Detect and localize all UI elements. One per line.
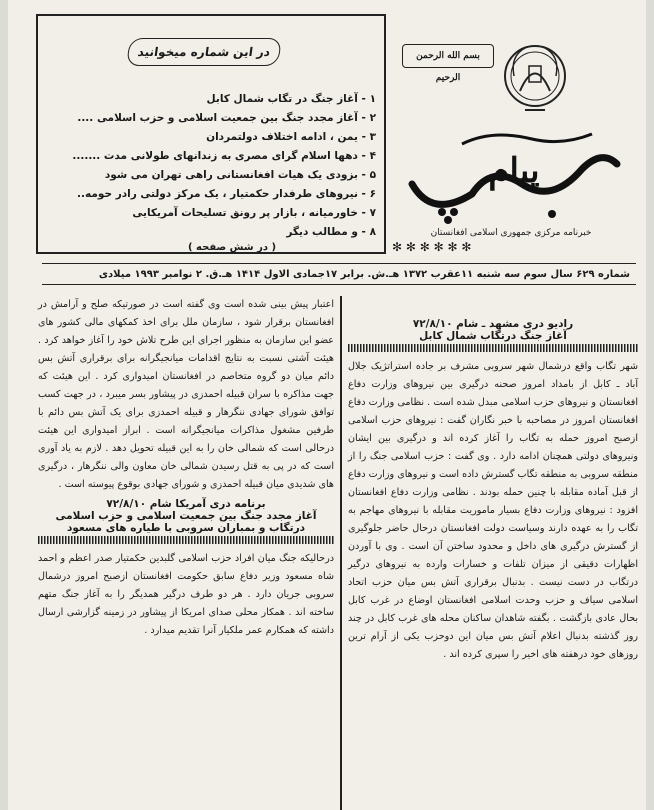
toc-title: در این شماره میخوانید — [126, 38, 282, 66]
toc-item: ۱ - آغاز جنگ در تگاب شمال کابل — [206, 93, 376, 105]
masthead-title: پیام — [488, 151, 540, 191]
left-article-body: درحالیکه جنگ میان افراد حزب اسلامی گلبدین حکمتیار صدر اعظم و احمد شاه مسعود وزیر دفاع سابق حکومت افغانستان ازصبح امروز درشمال سروبی جریان دارد . هر دو طرف درگیر همدیگر را به آغاز جنگ متهم ساخته اند . همکار محلی صدای امریکا از پیشاور در زمینه گزارشی ارسال داشته که همکارم عمر ملکیار آنرا تقدیم میدارد . — [38, 553, 334, 636]
left-headline-1: آغاز مجدد جنگ بین جمعیت اسلامی و حزب اسلامی — [55, 510, 317, 522]
zigzag-rule — [348, 344, 638, 352]
right-column — [348, 318, 638, 664]
right-source-line: رادیو دری مشهد ـ شام ۷۲/۸/۱۰ — [412, 318, 574, 330]
masthead-subtitle: خبرنامه مرکزی جمهوری اسلامی افغانستان — [430, 228, 592, 238]
right-article-body: شهر تگاب واقع درشمال شهر سروبی مشرف بر جاده استراتژیک جلال آباد ـ کابل از بامداد امروز صحنه درگیری بین نیروهای وزارت دفاع افغانستان و نیروهای حزب اسلامی مبدل شده است . نظامی وزارت دفاع افغانستان امروز در مصاحبه با خبر نگاران گفت : نیروهای حزب اسلامی ازصبح امروز حمله به تگاب را آغاز کرده اند و درگیری بین ایشان ونیروهای دولتی همچنان ادامه دارد . وی گفت : حزب اسلامی جنگ را از منطقه سروبی به منطقه تگاب گسترش داده است و نیروهای وزارت دفاع از قبل آماده مقابله با چنین حمله بودند . نظامی وزارت دفاع افغانستان افزود : نیروهای وزارت دفاع بسیار ماموریت مقابله با نیروهای مهاجم به تگاب را به عهده دارند وسیاست دولت افغانستان درحال حاضر جلوگیری از گسترش درگیری های داخل و محدود ساختن آن است . وی با آوردن اظهارات دقیقی از میزان تلفات و خسارات وارده به نیروهای درگیر درتگاب در دست نیست . بدنبال برقراری آتش بس میان حزب اتحاد اسلامی سیاف و حزب وحدت اسلامی افغانستان اوضاع در غرب کابل بحال عادی بازگشت . بگفته شاهدان ساکنان محله های غرب کابل در چند روز گذشته بدنبال اعلام آتش بس میان این دوحزب یکی از آرام ترین روزهای خود درهفته های اخیر را سپری کرده اند . — [348, 361, 638, 660]
stars-decoration: ✻ ✻ ✻ ✻ ✻ ✻ — [392, 240, 472, 254]
toc-item: ۵ - بزودی یک هیات افغانستانی راهی تهران می شود — [104, 169, 376, 181]
toc-item: ۳ - یمن ، ادامه اختلاف دولتمردان — [206, 131, 376, 143]
toc-item: ۸ - و مطالب دیگر — [286, 226, 376, 238]
toc-item: ۴ - دهها اسلام گرای مصری به زندانهای طولانی مدت ....... — [72, 150, 376, 162]
toc-item: ۲ - آغاز مجدد جنگ بین جمعیت اسلامی و حزب اسلامی .... — [77, 112, 376, 124]
toc-footer: ( در شش صفحه ) — [188, 242, 277, 253]
state-emblem-icon — [500, 36, 570, 126]
left-article-intro: اعتبار پیش بینی شده است وی گفته است در صورتیکه صلح و آرامش در افغانستان برقرار شود ، سازمان ملل برای اخذ کمکهای مالی کشور های عضو این سازمان به منظور اجرای این طرح تلاش خود را آغاز خواهد کرد . هیئت آشتی نسبت به نتایج اقدامات میانجیگرانه برای برقراری آتش بس دائم میان دو گروه متخاصم در افغانستان امیدواری کرد . این هیئت که جهت مذاکره با سران قبیله احمدزی در پیشاور بسر میبرد ، در جهت کسب توافق شورای جهادی ننگرهار و قبیله احمدزی برای یک آتش بس دائم با طرفین مشغول مذاکرات میانجیگرانه است . ابراز امیدواری این هیئت درحالی است که شمالی خان را به این قبیله تحویل دهد . لازم به یاد آوری است که در پی به قتل رسیدن شمالی خان معاون والی ننگرهار ، درگیری های شدیدی میان قبیله احمدزی و شورای جهادی بوقوع پیوسته است . — [38, 299, 334, 490]
left-column — [38, 296, 334, 640]
toc-list — [46, 90, 376, 242]
masthead — [392, 14, 637, 254]
column-divider — [340, 296, 342, 810]
newspaper-page — [8, 0, 646, 810]
issue-info-bar: شماره ۶۲۹ سال سوم سه شنبه ۱۱عقرب ۱۳۷۲ هـ.ش. برابر ۱۷جمادی الاول ۱۴۱۴ هـ.ق. ۲ نوامبر ۱۹۹۳ میلادی — [42, 263, 636, 285]
toc-item: ۷ - خاورمیانه ، بازار پر رونق تسلیحات آمریکایی — [132, 207, 376, 219]
left-headline-2: درتگاب و بمباران سروبی با طیاره های مسعود — [66, 522, 306, 534]
zigzag-rule — [38, 536, 334, 544]
toc-box — [36, 14, 386, 254]
left-source-line: برنامه دری آمریکا شام ۷۲/۸/۱۰ — [106, 498, 266, 510]
right-headline: آغاز جنگ درتگاب شمال کابل — [419, 330, 567, 342]
masthead-title-logo — [402, 124, 627, 224]
toc-item: ۶ - نیروهای طرفدار حکمتیار ، یک مرکز دولتی رادر حومه.. — [77, 188, 376, 200]
bismillah-label: بسم الله الرحمن الرحیم — [402, 44, 494, 68]
